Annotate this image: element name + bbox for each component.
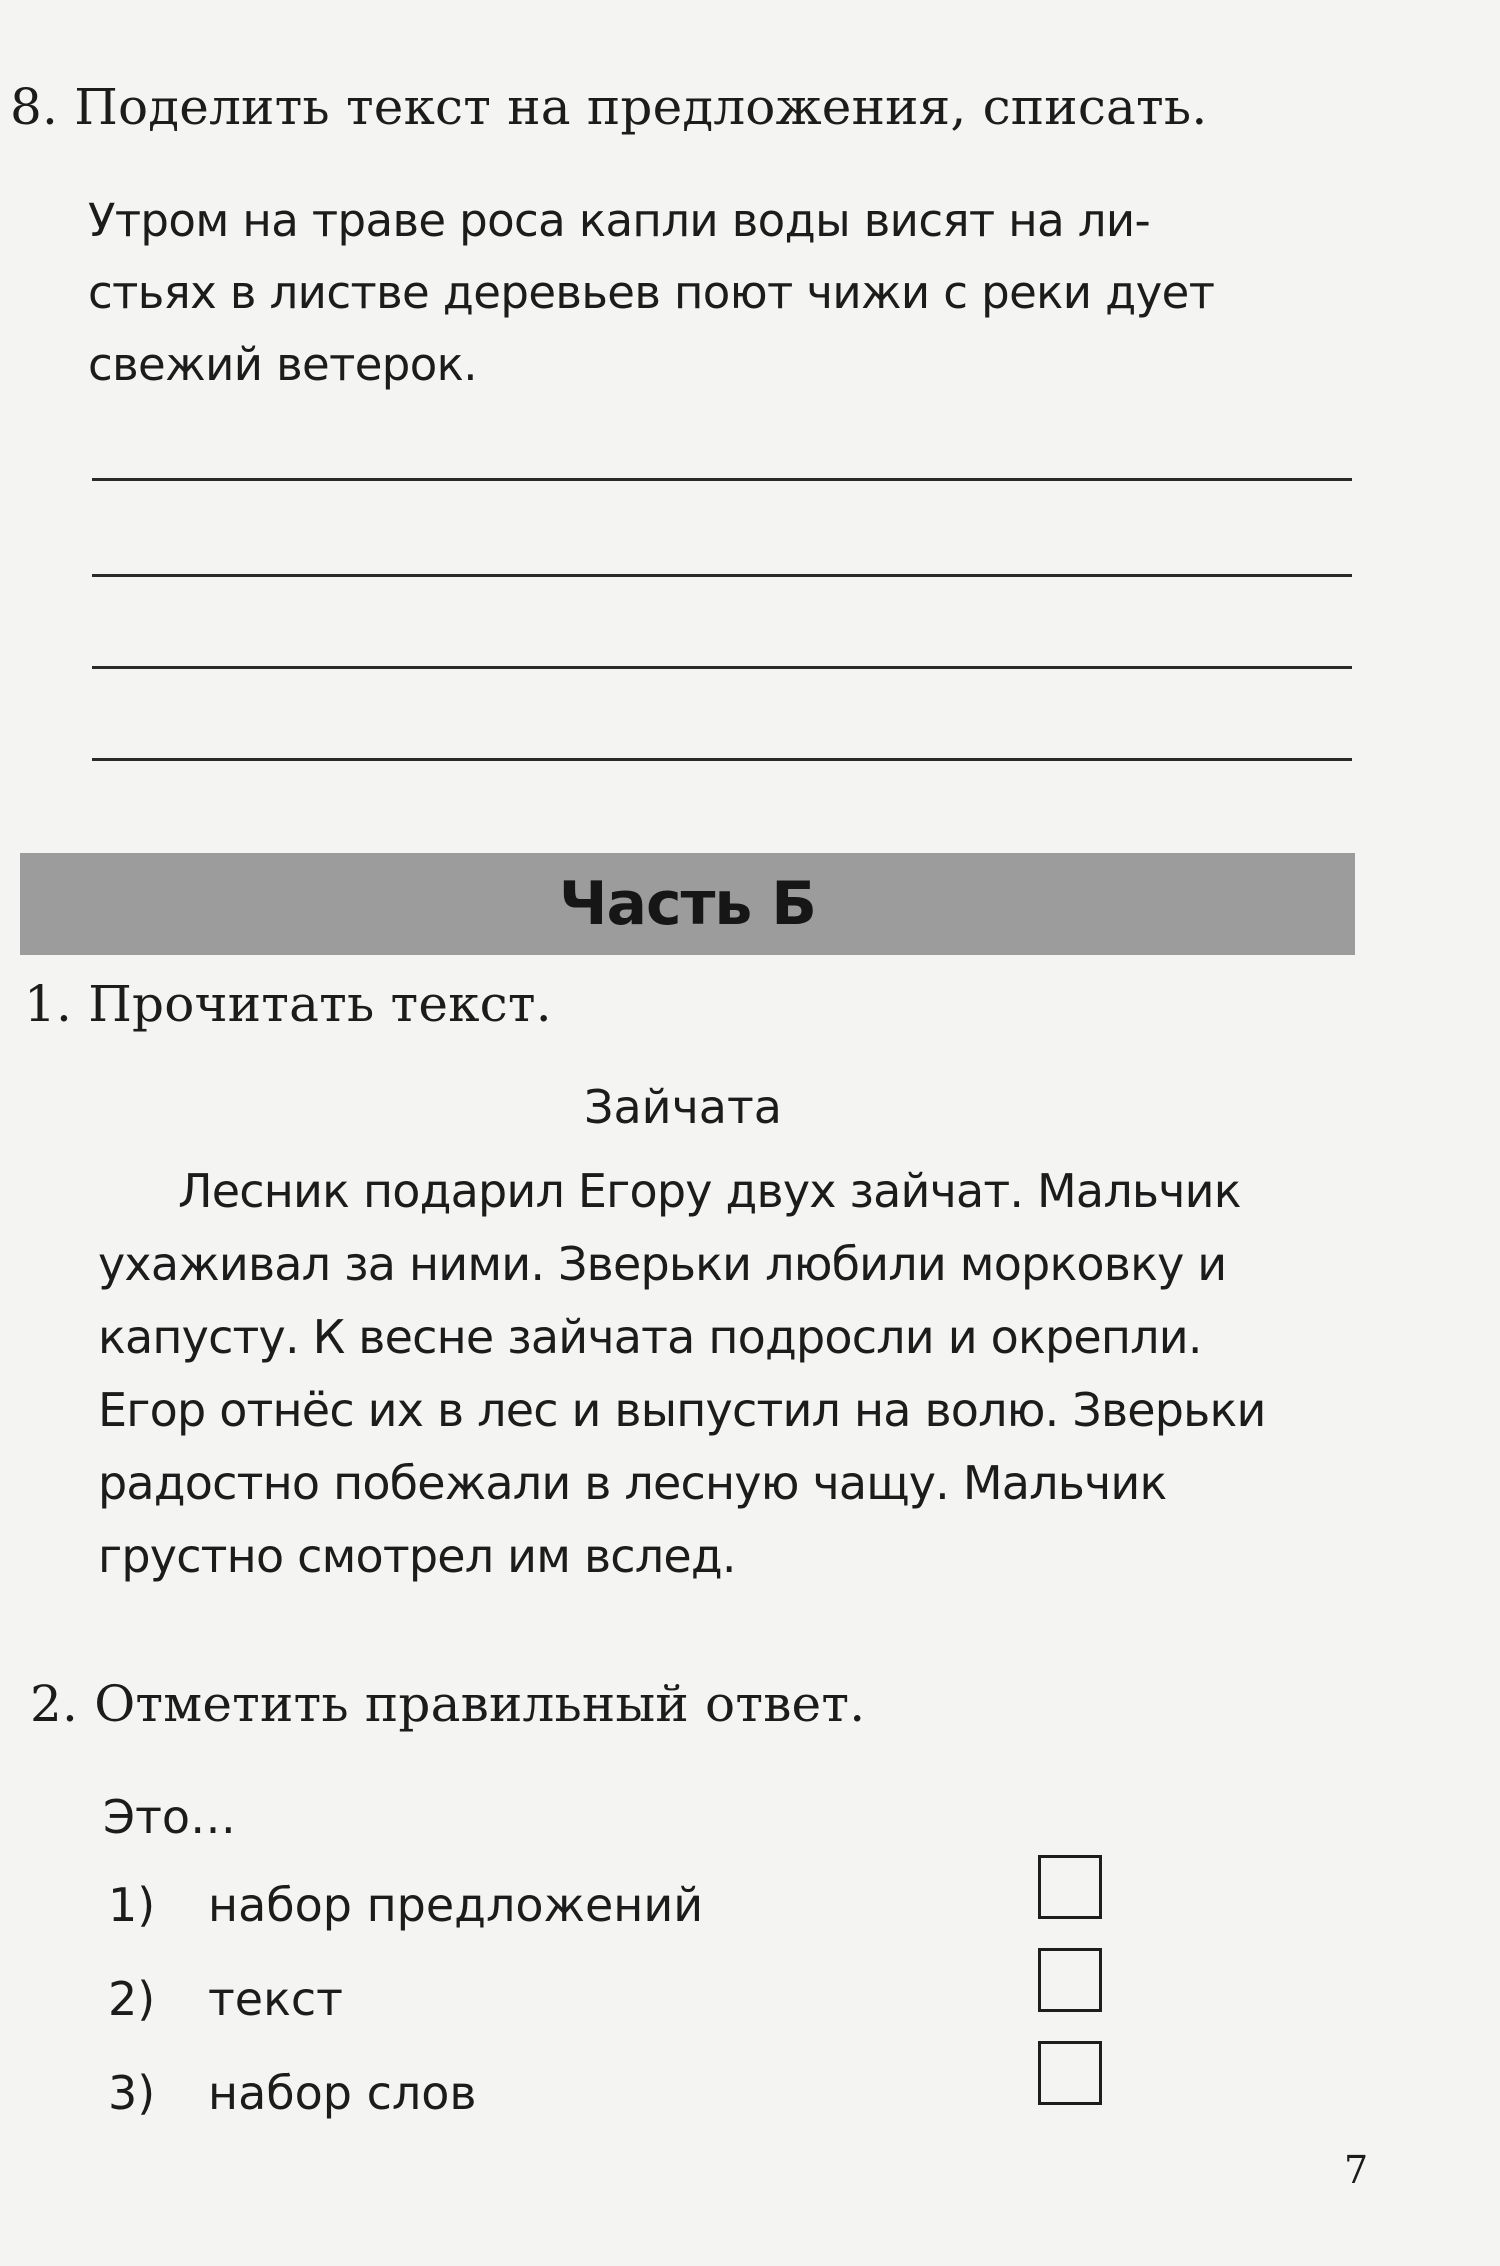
option-1-checkbox[interactable] [1038, 1855, 1102, 1919]
answer-line-4[interactable] [92, 758, 1352, 761]
story-line-2: ухаживал за ними. Зверьки любили морковку и [98, 1237, 1227, 1291]
story-line-6: грустно смотрел им вслед. [98, 1529, 736, 1583]
task-2-prompt: Это… [103, 1790, 237, 1844]
option-3-checkbox[interactable] [1038, 2041, 1102, 2105]
option-3-number: 3) [108, 2066, 156, 2120]
story-line-1: Лесник подарил Егору двух зайчат. Мальчик [178, 1164, 1241, 1218]
answer-line-1[interactable] [92, 478, 1352, 481]
story-line-5: радостно побежали в лесную чащу. Мальчик [98, 1456, 1167, 1510]
answer-line-3[interactable] [92, 666, 1352, 669]
option-2-number: 2) [108, 1972, 156, 2026]
task-8-title: 8. Поделить текст на предложения, списать. [10, 78, 1208, 136]
part-b-task-1-title: 1. Прочитать текст. [24, 975, 552, 1033]
option-2-label: текст [208, 1972, 343, 2026]
option-1-number: 1) [108, 1878, 156, 1932]
page-number: 7 [1344, 2148, 1369, 2192]
part-b-task-2-title: 2. Отметить правильный ответ. [30, 1675, 866, 1733]
story-title: Зайчата [584, 1080, 782, 1134]
task-8-text-line-1: Утром на траве роса капли воды висят на ли- [88, 194, 1151, 247]
story-line-4: Егор отнёс их в лес и выпустил на волю. Зверьки [98, 1383, 1266, 1437]
option-2-checkbox[interactable] [1038, 1948, 1102, 2012]
task-8-text-line-3: свежий ветерок. [88, 338, 477, 391]
answer-line-2[interactable] [92, 574, 1352, 577]
task-8-text-line-2: стьях в листве деревьев поют чижи с реки дует [88, 266, 1215, 319]
part-b-title: Часть Б [559, 869, 816, 939]
story-line-3: капусту. К весне зайчата подросли и окрепли. [98, 1310, 1202, 1364]
option-1-label: набор предложений [208, 1878, 704, 1932]
option-3-label: набор слов [208, 2066, 477, 2120]
part-b-header [20, 853, 1355, 955]
